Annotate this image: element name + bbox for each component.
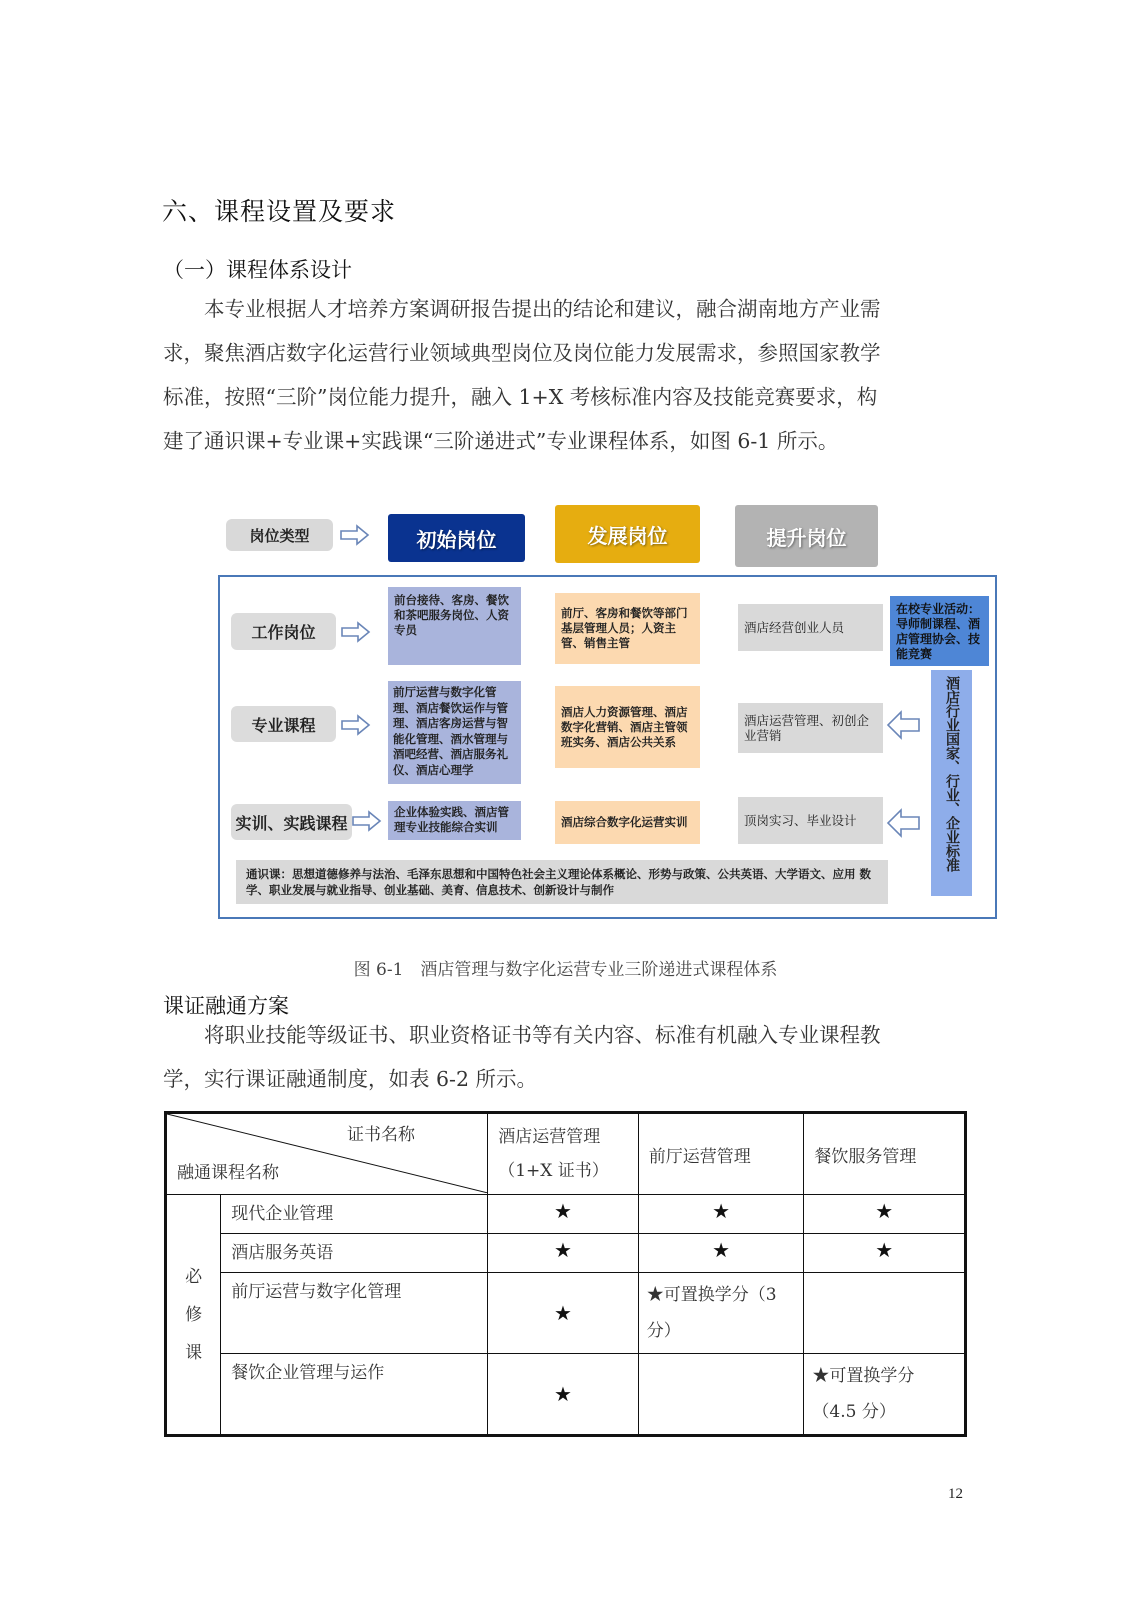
star-mark: ★ (804, 1195, 966, 1234)
subsection-heading: （一）课程体系设计 (163, 258, 352, 282)
group-char: 修 (185, 1304, 203, 1325)
row-label-practice: 实训、实践课程 (231, 804, 352, 840)
figure-caption: 图 6-1 酒店管理与数字化运营专业三阶递进式课程体系 (353, 960, 778, 980)
right-arrow-icon (341, 621, 371, 643)
table-row (166, 1354, 966, 1436)
credit-note-line: （4.5 分） (812, 1402, 896, 1422)
section-title: 课证融通方案 (163, 994, 289, 1018)
paragraph-line: 求，聚焦酒店数字化运营行业领域典型岗位及岗位能力发展需求，参照国家教学 (163, 341, 881, 365)
cert-header (488, 1113, 639, 1195)
practice-development: 酒店综合数字化运营实训 (555, 801, 700, 844)
paragraph-line: 建了通识课+专业课+实践课“三阶递进式”专业课程体系，如图 6-1 所示。 (163, 429, 839, 453)
table-row (166, 1195, 966, 1234)
star-mark: ★ (638, 1234, 804, 1273)
table-row (166, 1234, 966, 1273)
paragraph-line: 将职业技能等级证书、职业资格证书等有关内容、标准有机融入专业课程教 (204, 1023, 881, 1047)
cert-header-line: 酒店运营管理 (498, 1127, 601, 1147)
group-char: 必 (185, 1266, 203, 1287)
course-name: 酒店服务英语 (221, 1234, 488, 1273)
table-header-row (166, 1113, 966, 1195)
cert-integration-table (164, 1111, 967, 1437)
right-arrow-icon (340, 524, 370, 546)
practice-advanced: 顶岗实习、毕业设计 (738, 797, 883, 844)
right-arrow-icon (352, 810, 382, 832)
credit-note-line: ★可置换学分（3 (646, 1285, 777, 1305)
row-label-job: 工作岗位 (231, 613, 336, 650)
star-mark: ★ (488, 1273, 639, 1354)
credit-note-line: 分） (646, 1321, 681, 1341)
school-activities: 在校专业活动：导师制课程、酒店管理协会、技能竞赛 (890, 596, 989, 666)
cert-header: 餐饮服务管理 (804, 1113, 966, 1195)
job-initial: 前台接待、客房、餐饮和茶吧服务岗位、人资专员 (388, 587, 521, 665)
group-label (166, 1195, 221, 1436)
page-number: 12 (948, 1486, 963, 1502)
star-mark: ★ (488, 1234, 639, 1273)
section-paragraph (163, 1013, 963, 1101)
courses-initial: 前厅运营与数字化管理、酒店餐饮运作与管理、酒店客房运营与智能化管理、酒水管理与酒吧经营、酒店服务礼仪、酒店心理学 (388, 681, 521, 784)
section-heading: 六、课程设置及要求 (162, 197, 397, 226)
star-mark: ★ (804, 1234, 966, 1273)
credit-note (804, 1354, 966, 1436)
cert-header-line: （1+X 证书） (498, 1161, 609, 1181)
star-mark: ★ (638, 1195, 804, 1234)
practice-initial: 企业体验实践、酒店管理专业技能综合实训 (388, 801, 521, 840)
job-development: 前厅、客房和餐饮等部门基层管理人员；人资主管、销售主管 (555, 593, 700, 664)
standards-bar: 酒店行业国家、行业、企业标准 (931, 670, 972, 896)
left-arrow-icon (886, 710, 920, 740)
course-name: 现代企业管理 (221, 1195, 488, 1234)
empty-cell (804, 1273, 966, 1354)
row-label-courses: 专业课程 (231, 706, 336, 742)
level-initial: 初始岗位 (388, 514, 525, 562)
left-arrow-icon (886, 808, 920, 838)
paragraph-line: 标准，按照“三阶”岗位能力提升，融入 1+X 考核标准内容及技能竞赛要求，构 (163, 385, 878, 409)
group-char: 课 (185, 1342, 203, 1363)
corner-header (166, 1113, 488, 1195)
courses-development: 酒店人力资源管理、酒店数字化营销、酒店主管领班实务、酒店公共关系 (555, 686, 700, 768)
right-arrow-icon (341, 714, 371, 736)
corner-bottom-label: 融通课程名称 (177, 1163, 279, 1183)
position-type-label: 岗位类型 (226, 519, 333, 551)
job-advanced: 酒店经营创业人员 (738, 604, 883, 651)
course-name: 餐饮企业管理与运作 (221, 1354, 488, 1436)
level-advanced: 提升岗位 (735, 505, 878, 567)
courses-advanced: 酒店运营管理、初创企业营销 (738, 703, 883, 753)
star-mark: ★ (488, 1195, 639, 1234)
empty-cell (638, 1354, 804, 1436)
paragraph-line: 本专业根据人才培养方案调研报告提出的结论和建议，融合湖南地方产业需 (204, 297, 881, 321)
cert-header: 前厅运营管理 (638, 1113, 804, 1195)
star-mark: ★ (488, 1354, 639, 1436)
credit-note (638, 1273, 804, 1354)
corner-top-label: 证书名称 (347, 1125, 415, 1145)
credit-note-line: ★可置换学分 (812, 1366, 915, 1386)
course-name: 前厅运营与数字化管理 (221, 1273, 488, 1354)
intro-paragraph (163, 287, 963, 463)
general-courses: 通识课：思想道德修养与法治、毛泽东思想和中国特色社会主义理论体系概论、形势与政策、公共英语、大学语文、应用 数学、职业发展与就业指导、创业基础、美育、信息技术、创新设计与制作 (236, 860, 888, 904)
table-row (166, 1273, 966, 1354)
paragraph-line: 学，实行课证融通制度，如表 6-2 所示。 (163, 1067, 538, 1091)
level-development: 发展岗位 (555, 505, 700, 563)
